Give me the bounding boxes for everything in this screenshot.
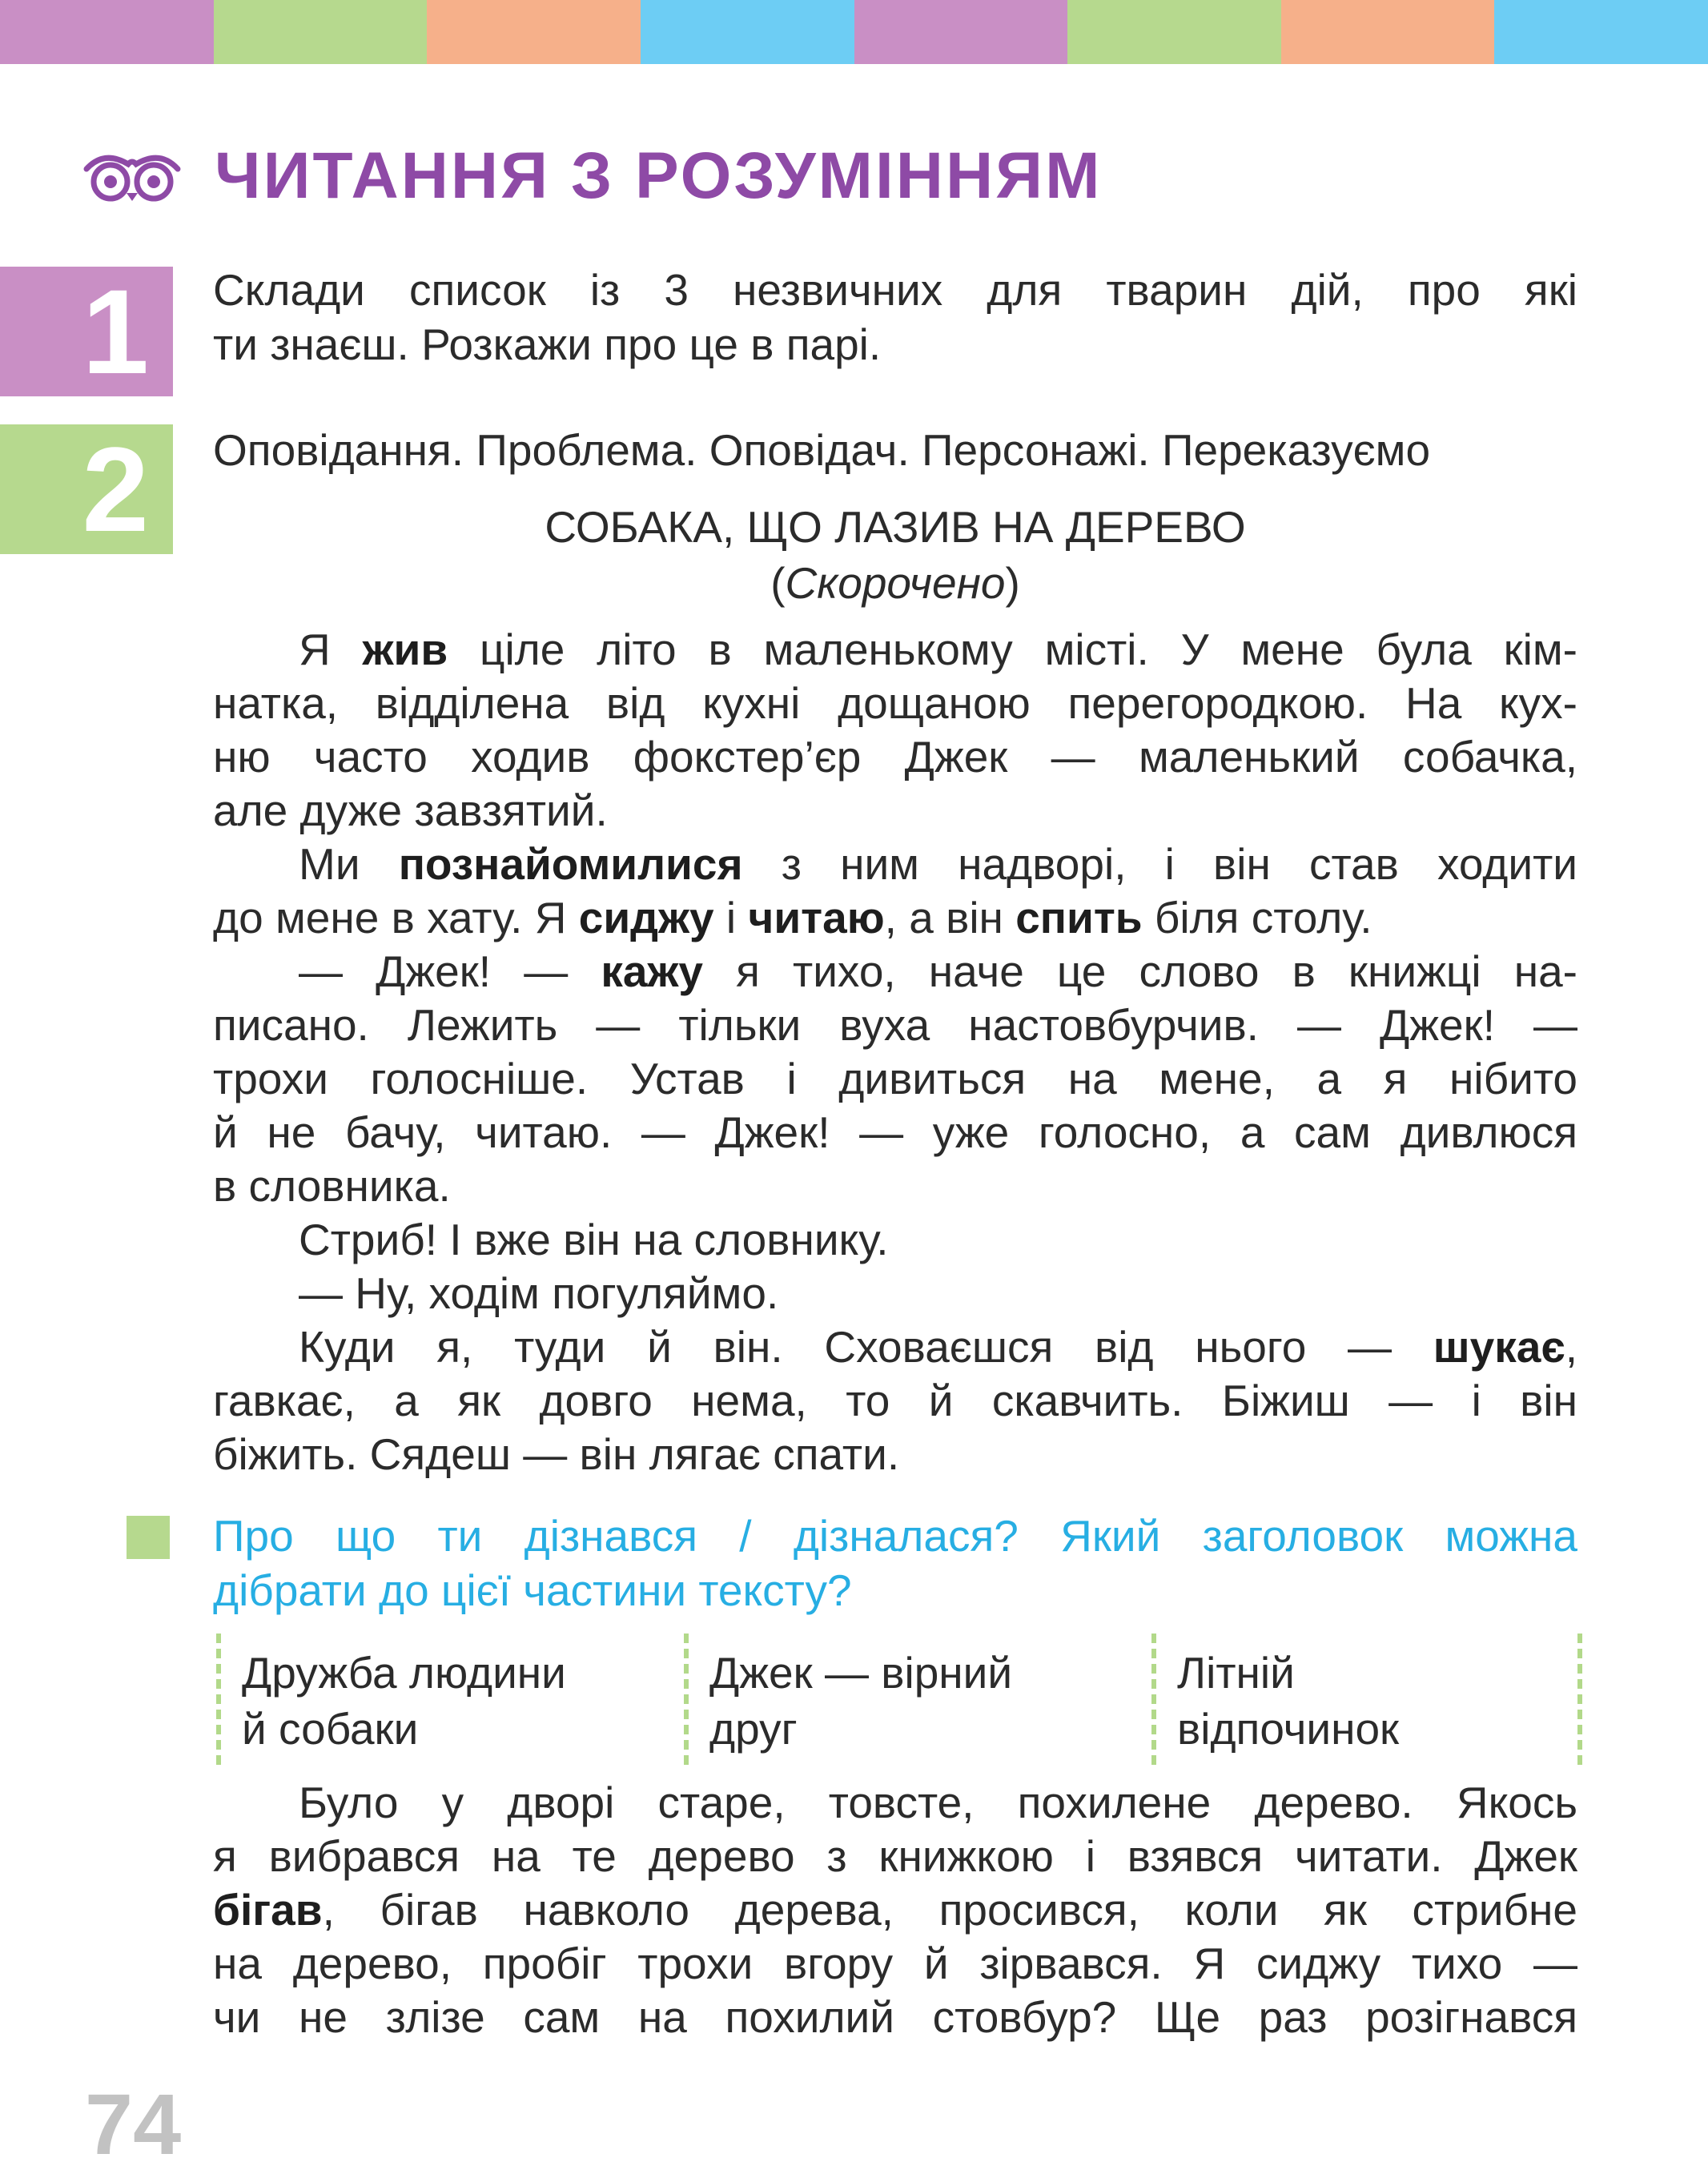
story-subtitle bbox=[213, 556, 1577, 610]
stripe bbox=[214, 0, 428, 64]
story-line: — Ну, ходім погуляймо. bbox=[299, 1268, 779, 1318]
title-option-2 bbox=[709, 1634, 1012, 1765]
decorative-stripe-bar bbox=[0, 0, 1708, 64]
question-marker bbox=[127, 1516, 170, 1559]
story-line: Було у дворі старе, товсте, похилене дерево. Якось bbox=[299, 1778, 1577, 1827]
story-line: натка, відділена від кухні дощаною перегородкою. На кух- bbox=[213, 678, 1577, 728]
story-line: бігав, бігав навколо дерева, просився, коли як стрибне bbox=[213, 1885, 1577, 1935]
question-line: дібрати до цієї частини тексту? bbox=[213, 1565, 852, 1615]
task-1-text bbox=[213, 263, 1577, 372]
option-line: й собаки bbox=[242, 1704, 419, 1754]
story-line: Ми познайомилися з ним надворі, і він став ходити bbox=[299, 839, 1577, 889]
dashed-divider bbox=[1577, 1634, 1582, 1765]
stripe bbox=[0, 0, 214, 64]
title-option-3 bbox=[1177, 1634, 1399, 1765]
story-subtitle-italic: Скорочено bbox=[785, 558, 1006, 608]
owl-eyes-icon bbox=[80, 148, 184, 204]
dashed-divider bbox=[216, 1634, 221, 1765]
stripe bbox=[427, 0, 641, 64]
task-number-badge-1: 1 bbox=[0, 267, 173, 396]
story-line: але дуже завзятий. bbox=[213, 786, 608, 835]
option-line: друг bbox=[709, 1704, 798, 1754]
question-line: Про що ти дізнався / дізналася? Який заголовок можна bbox=[213, 1511, 1577, 1561]
story-line: до мене в хату. Я сиджу і читаю, а він спить біля столу. bbox=[213, 893, 1372, 942]
title-option-1 bbox=[242, 1634, 566, 1765]
story-line: Стриб! І вже він на словнику. bbox=[299, 1215, 889, 1264]
section-header bbox=[80, 136, 1102, 216]
question-text bbox=[213, 1509, 1577, 1617]
stripe bbox=[1281, 0, 1495, 64]
option-line: Літній bbox=[1177, 1648, 1295, 1698]
stripe bbox=[1067, 0, 1281, 64]
section-title: ЧИТАННЯ З РОЗУМІННЯМ bbox=[215, 139, 1103, 212]
option-line: Дружба людини bbox=[242, 1648, 566, 1698]
page-number: 74 bbox=[85, 2076, 182, 2172]
title-options bbox=[213, 1634, 1582, 1765]
task-number-badge-2: 2 bbox=[0, 424, 173, 554]
story-line: ню часто ходив фокстер’єр Джек — маленький собачка, bbox=[213, 732, 1577, 782]
stripe bbox=[641, 0, 854, 64]
task-1-line: Склади список із 3 незвичних для тварин дій, про які bbox=[213, 265, 1577, 315]
dashed-divider bbox=[1151, 1634, 1156, 1765]
task-1-line: ти знаєш. Розкажи про це в парі. bbox=[213, 319, 882, 369]
story-line: Я жив ціле літо в маленькому місті. У мене була кім- bbox=[299, 625, 1577, 674]
story-line: я вибрався на те дерево з книжкою і взявся читати. Джек bbox=[213, 1831, 1577, 1881]
story-line: чи не злізе сам на похилий стовбур? Ще раз розігнався bbox=[213, 1992, 1577, 2042]
task-2-text: Оповідання. Проблема. Оповідач. Персонажі. Переказуємо bbox=[213, 425, 1431, 475]
option-line: Джек — вірний bbox=[709, 1648, 1013, 1698]
option-line: відпочинок bbox=[1177, 1704, 1400, 1754]
story-line: біжить. Сядеш — він лягає спати. bbox=[213, 1429, 900, 1479]
dashed-divider bbox=[684, 1634, 689, 1765]
stripe bbox=[1494, 0, 1708, 64]
paren: ( bbox=[770, 558, 786, 608]
story-line: й не бачу, читаю. — Джек! — уже голосно, а сам дивлюся bbox=[213, 1107, 1577, 1157]
story-title: СОБАКА, ЩО ЛАЗИВ НА ДЕРЕВО bbox=[545, 502, 1246, 552]
story-line: трохи голосніше. Устав і дивиться на мене, а я нібито bbox=[213, 1054, 1577, 1103]
story-line: на дерево, пробіг трохи вгору й зірвався. Я сиджу тихо — bbox=[213, 1939, 1577, 1988]
stripe bbox=[854, 0, 1068, 64]
story-line: в словника. bbox=[213, 1161, 451, 1211]
story-line: писано. Лежить — тільки вуха настовбурчив. — Джек! — bbox=[213, 1000, 1577, 1050]
story-line: гавкає, а як довго нема, то й скавчить. Біжиш — і він bbox=[213, 1376, 1577, 1425]
story-continuation bbox=[213, 1776, 1577, 2044]
story-line: Куди я, туди й він. Сховаєшся від нього — шукає, bbox=[299, 1322, 1577, 1372]
story-body bbox=[213, 623, 1577, 1481]
story-line: — Джек! — кажу я тихо, наче це слово в книжці на- bbox=[299, 946, 1577, 996]
paren: ) bbox=[1005, 558, 1020, 608]
